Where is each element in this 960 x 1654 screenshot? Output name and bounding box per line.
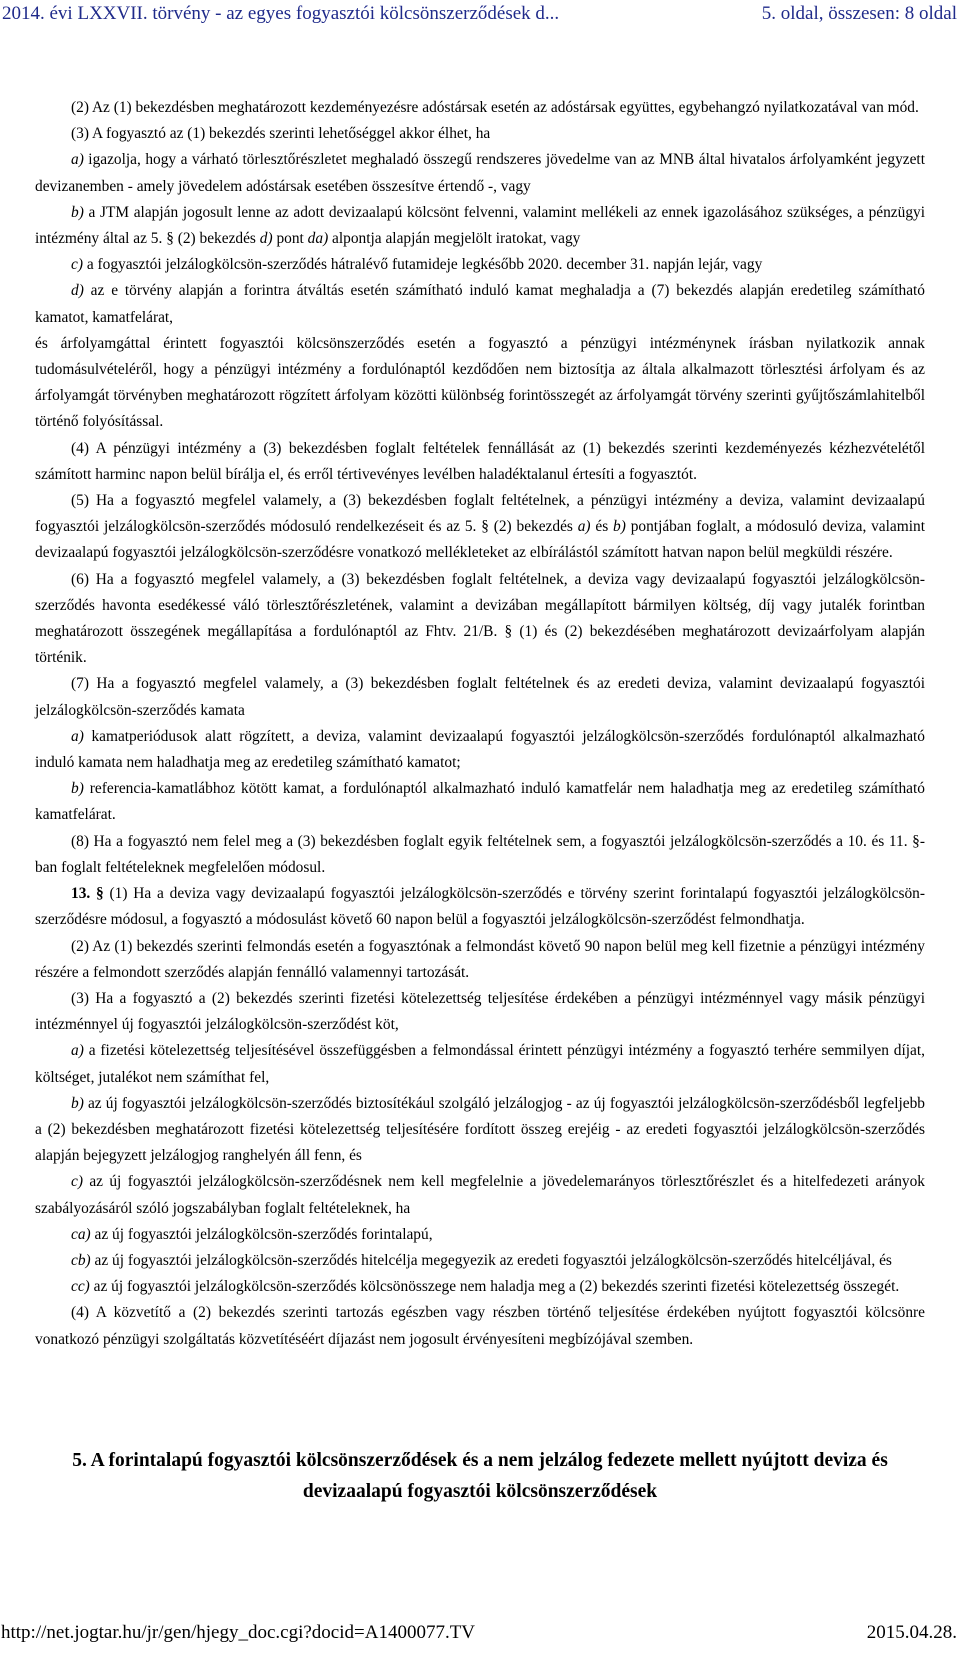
paragraph: a) a fizetési kötelezettség teljesítésével összefüggésben a felmondással érintett pénzügyi intézmény a fogyasztó terhére semmilyen díjat, költséget, jutalékot nem számíthat fel,: [35, 1042, 925, 1086]
document-title: 2014. évi LXXVII. törvény - az egyes fogyasztói kölcsönszerződések d...: [2, 3, 560, 24]
paragraph: (4) A közvetítő a (2) bekezdés szerinti tartozás egészben vagy részben történő teljesítése érdekében nyújtott fogyasztói kölcsönre vonatkozó pénzügyi szolgáltatás közvetítéséért díjazást nem jogosult érvényesíteni megbízójával szemben.: [35, 1304, 925, 1348]
paragraph: c) a fogyasztói jelzálogkölcsön-szerződés hátralévő futamideje legkésőbb 2020. december 31. napján lejár, vagy: [71, 256, 763, 274]
paragraph: (3) A fogyasztó az (1) bekezdés szerinti lehetőséggel akkor élhet, ha: [71, 125, 491, 143]
paragraph: a) kamatperiódusok alatt rögzített, a deviza, valamint devizaalapú fogyasztói jelzálogkölcsön-szerződés fordulónaptól alkalmazható induló kamata nem haladhatja meg az eredetileg számítható kamatot;: [35, 727, 925, 772]
paragraph: a) igazolja, hogy a várható törlesztőrészletet meghaladó összegű rendszeres jövedelme van az MNB által hivatalos árfolyamként jegyzett devizanemben - amely jövedelem adóstársak esetében összesítve értendő -, vagy: [35, 151, 925, 195]
paragraph: (2) Az (1) bekezdésben meghatározott kezdeményezésre adóstársak esetén az adóstársak együttes, egybehangzó nyilatkozatával van mód.: [71, 99, 919, 116]
paragraph: (5) Ha a fogyasztó megfelel valamely, a (3) bekezdésben foglalt feltételnek, a pénzügyi intézmény a deviza, valamint devizaalapú fogyasztói jelzálogkölcsön-szerződés módosuló rendelkezéseit és az 5. § (2) bekezdés a) és b) pontjában foglalt, a módosuló deviza, valamint devizaalapú fogyasztói jelzálogkölcsön-szerződésre vonatkozó mellékleteket az elbírálástól számított hatvan napon belül megküldi részére.: [35, 492, 925, 562]
document-body: [35, 95, 925, 1353]
paragraph: (4) A pénzügyi intézmény a (3) bekezdésben foglalt feltételek fennállását az (1) bekezdés szerinti kezdeményezés kézhezvételétől számított harminc napon belül bírálja el, és erről tértivevényes levélben haladéktalanul értesíti a fogyasztót.: [35, 439, 925, 483]
paragraph: (6) Ha a fogyasztó megfelel valamely, a (3) bekezdésben foglalt feltételnek, a deviza vagy devizaalapú fogyasztói jelzálogkölcsön-szerződés havonta esedékessé váló törlesztőrészletének, valamint a devizában megállapított bármilyen költség, díj vagy jutalék forintban meghatározott összegének megállapítása a fordulónaptól az Fhtv. 21/B. § (1) és (2) bekezdésében meghatározott devizaárfolyam alapján történik.: [35, 570, 925, 667]
paragraph: (8) Ha a fogyasztó nem felel meg a (3) bekezdésben foglalt egyik feltételnek sem, a fogyasztói jelzálogkölcsön-szerződés a 10. és 11. §-ban foglalt feltételeknek megfelelően módosul.: [35, 832, 925, 876]
page-header: [0, 0, 960, 34]
section-heading: 5. A forintalapú fogyasztói kölcsönszerződések és a nem jelzálog fedezete mellett nyújtott deviza és devizaalapú fogyasztói kölcsönszerződések: [72, 1450, 888, 1502]
paragraph: b) referencia-kamatlábhoz kötött kamat, a fordulónaptól alkalmazható induló kamatfelár nem haladhatja meg az eredetileg számítható kamatfelárat.: [35, 780, 925, 824]
paragraph: d) az e törvény alapján a forintra átváltás esetén számítható induló kamat meghaladja a (7) bekezdés alapján eredetileg számítható kamatot, kamatfelárat,: [35, 282, 925, 326]
paragraph: (2) Az (1) bekezdés szerinti felmondás esetén a fogyasztónak a felmondást követő 90 napon belül meg kell fizetnie a pénzügyi intézmény részére a felmondott szerződés alapján fennálló valamennyi tartozását.: [35, 937, 925, 981]
paragraph: c) az új fogyasztói jelzálogkölcsön-szerződésnek nem kell megfelelnie a jövedelemarányos törlesztőrészlet és a hitelfedezeti arányok szabályozásáról szóló jogszabályban foglalt feltételeknek, ha: [35, 1173, 925, 1217]
paragraph: b) a JTM alapján jogosult lenne az adott devizaalapú kölcsönt felvenni, valamint mellékeli az ennek igazolásához szükséges, a pénzügyi intézmény által az 5. § (2) bekezdés d) pont da) alpontja alapján megjelölt iratokat, vagy: [35, 203, 925, 248]
paragraph: (7) Ha a fogyasztó megfelel valamely, a (3) bekezdésben foglalt feltételnek és az eredeti deviza, valamint devizaalapú fogyasztói jelzálogkölcsön-szerződés kamata: [35, 675, 925, 719]
footer-date: 2015.04.28.: [866, 1622, 957, 1643]
paragraph: és árfolyamgáttal érintett fogyasztói kölcsönszerződés esetén a fogyasztó a pénzügyi intézménynek írásban nyilatkozik annak tudomásulvételéről, hogy a pénzügyi intézmény a fordulónaptól kezdődően nem biztosítja az általa alkalmazott törlesztési árfolyam és az árfolyamgát törvényben meghatározott rögzített árfolyam közötti különbség forintösszegét az árfolyamgát törvény szerinti gyűjtőszámlahitelből történő folyósítással.: [35, 334, 925, 431]
section-number: 13. §: [71, 885, 104, 903]
paragraph: b) az új fogyasztói jelzálogkölcsön-szerződés biztosítékául szolgáló jelzálogjog - az új fogyasztói jelzálogkölcsön-szerződésből legfeljebb a (2) bekezdésben meghatározott fizetési kötelezettség teljesítésére fordított összeg erejéig - az eredeti fogyasztói jelzálogkölcsön-szerződés alapján bejegyzett jelzálogjog ranghelyén áll fenn, és: [35, 1094, 925, 1165]
paragraph: 13. § (1) Ha a deviza vagy devizaalapú fogyasztói jelzálogkölcsön-szerződés e törvény szerint forintalapú fogyasztói jelzálogkölcsön-szerződésre módosul, a fogyasztó a módosulást követő 60 napon belül a fogyasztói jelzálogkölcsön-szerződést felmondhatja.: [35, 885, 926, 929]
paragraph: cc) az új fogyasztói jelzálogkölcsön-szerződés kölcsönösszege nem haladja meg a (2) bekezdés szerinti fizetési kötelezettség összegét.: [71, 1278, 900, 1296]
paragraph: ca) az új fogyasztói jelzálogkölcsön-szerződés forintalapú,: [71, 1225, 433, 1243]
paragraph: (3) Ha a fogyasztó a (2) bekezdés szerinti fizetési kötelezettség teljesítése érdekében a pénzügyi intézménnyel vagy másik pénzügyi intézménnyel új fogyasztói jelzálogkölcsön-szerződést köt,: [35, 989, 925, 1034]
page-counter: 5. oldal, összesen: 8 oldal: [761, 3, 957, 24]
paragraph: cb) az új fogyasztói jelzálogkölcsön-szerződés hitelcélja megegyezik az eredeti fogyasztói jelzálogkölcsön-szerződés hitelcéljával, és: [71, 1251, 892, 1269]
footer-url: http://net.jogtar.hu/jr/gen/hjegy_doc.cgi?docid=A1400077.TV: [1, 1622, 476, 1643]
